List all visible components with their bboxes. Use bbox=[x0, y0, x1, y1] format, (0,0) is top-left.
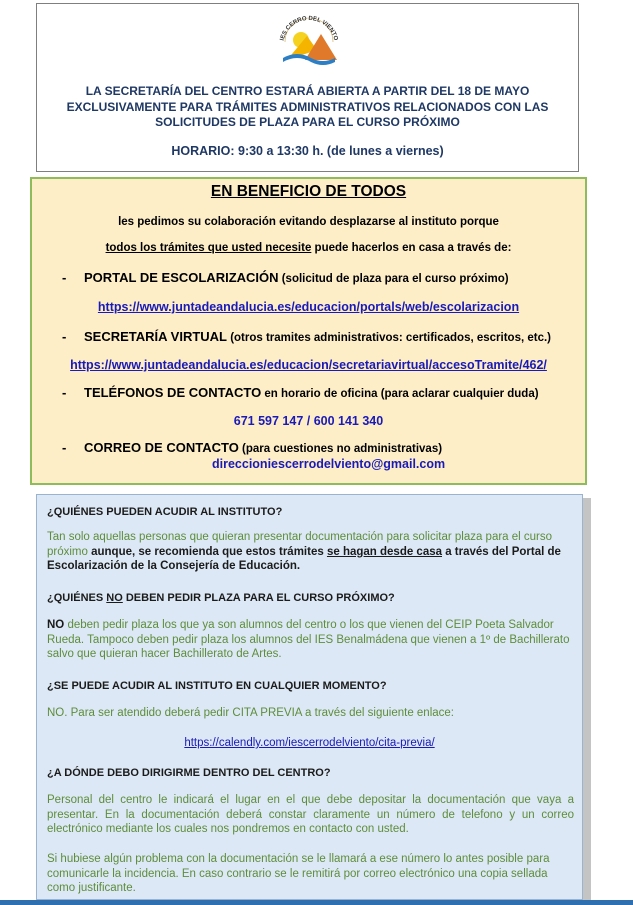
portal-link[interactable]: https://www.juntadeandalucia.es/educacion/portals/web/escolarizacion bbox=[97, 300, 520, 314]
q2-pre: ¿QUIÉNES bbox=[47, 592, 107, 604]
dash-bullet: - bbox=[62, 270, 67, 285]
faq-answer-5: Si hubiese algún problema con la documentación se le llamará a ese número lo antes posible para comunicarle la incidencia. En caso contrario se le remitirá por correo electrónico una copia sellada como justificante. bbox=[47, 853, 550, 894]
portal-label: PORTAL DE ESCOLARIZACIÓN bbox=[84, 270, 279, 285]
answer-2-no: NO bbox=[47, 619, 65, 631]
email-label: CORREO DE CONTACTO bbox=[84, 440, 239, 455]
notice-line: EXCLUSIVAMENTE PARA TRÁMITES ADMINISTRATIVOS RELACIONADOS CON LAS bbox=[66, 99, 549, 114]
benefit-intro-2 bbox=[32, 242, 585, 254]
secretaria-label: SECRETARÍA VIRTUAL bbox=[84, 329, 227, 344]
portal-desc: (solicitud de plaza para el curso próximo) bbox=[278, 273, 509, 285]
email-item bbox=[62, 440, 442, 455]
appointment-link[interactable]: https://calendly.com/iescerrodelviento/cita-previa/ bbox=[184, 737, 435, 749]
answer-2-text: deben pedir plaza los que ya son alumnos del centro o los que vienen del CEIP Poeta Salvador Rueda. Tampoco deben pedir plaza los alumnos del IES Benalmádena que vienen a 1º de Bachillerato salvo que quieran hacer Bachillerato de Artes. bbox=[47, 619, 570, 660]
q2-post: DEBEN PEDIR PLAZA PARA EL CURSO PRÓXIMO? bbox=[122, 592, 395, 604]
portal-item bbox=[62, 270, 509, 285]
phone-numbers[interactable]: 671 597 147 / 600 141 340 bbox=[233, 414, 384, 428]
benefit-intro: les pedimos su colaboración evitando desplazarse al instituto porque bbox=[118, 216, 499, 228]
secretaria-desc: (otros tramites administrativos: certificados, escritos, etc.) bbox=[227, 332, 552, 344]
phones-label: TELÉFONOS DE CONTACTO bbox=[84, 385, 262, 400]
opening-hours: HORARIO: 9:30 a 13:30 h. (de lunes a viernes) bbox=[171, 144, 444, 158]
phones-item bbox=[62, 385, 539, 400]
school-logo bbox=[277, 12, 341, 68]
contact-options-box bbox=[30, 177, 587, 485]
secretaria-link[interactable]: https://www.juntadeandalucia.es/educacion/secretariavirtual/accesoTramite/462/ bbox=[70, 358, 547, 372]
answer-1-text: Tan solo aquellas personas que quieran presentar documentación para solicitar plaza para el curso próximo bbox=[47, 531, 553, 558]
opening-notice bbox=[37, 84, 578, 131]
dash-bullet: - bbox=[62, 329, 67, 344]
notice-line: LA SECRETARÍA DEL CENTRO ESTARÁ ABIERTA A PARTIR DEL 18 DE MAYO bbox=[85, 84, 530, 98]
email-desc: (para cuestiones no administrativas) bbox=[238, 443, 443, 455]
q2-no: NO bbox=[106, 592, 123, 604]
dash-bullet: - bbox=[62, 440, 67, 455]
answer-1-underlined: se hagan desde casa bbox=[326, 545, 443, 558]
faq-question-2 bbox=[47, 591, 574, 606]
svg-text:IES CERRO DEL VIENTO bbox=[280, 16, 339, 42]
faq-box bbox=[36, 494, 583, 900]
contact-email[interactable]: direccioniescerrodelviento@gmail.com bbox=[212, 457, 446, 471]
phones-desc: en horario de oficina (para aclarar cualquier duda) bbox=[261, 388, 539, 400]
faq-answer-1 bbox=[47, 530, 574, 574]
faq-question-3: ¿SE PUEDE ACUDIR AL INSTITUTO EN CUALQUIER MOMENTO? bbox=[47, 680, 387, 692]
bottom-bar bbox=[0, 900, 633, 905]
faq-answer-3: NO. Para ser atendido deberá pedir CITA PREVIA a través del siguiente enlace: bbox=[47, 707, 454, 719]
faq-question-4: ¿A DÓNDE DEBO DIRIGIRME DENTRO DEL CENTRO? bbox=[47, 767, 331, 779]
dash-bullet: - bbox=[62, 385, 67, 400]
underlined-phrase: todos los trámites que usted necesite bbox=[105, 242, 312, 254]
answer-1-portal: a través del Portal de Escolarización de la Consejería de Educación. bbox=[47, 545, 561, 572]
header-notice-box bbox=[36, 3, 579, 172]
answer-1-recommend: aunque, se recomienda que estos trámites bbox=[91, 545, 327, 558]
benefit-title: EN BENEFICIO DE TODOS bbox=[210, 183, 407, 200]
notice-line: SOLICITUDES DE PLAZA PARA EL CURSO PRÓXIMO bbox=[155, 115, 460, 129]
faq-question-1: ¿QUIÉNES PUEDEN ACUDIR AL INSTITUTO? bbox=[47, 506, 283, 518]
faq-answer-2 bbox=[47, 618, 574, 662]
logo-text: IES CERRO DEL VIENTO bbox=[279, 15, 339, 42]
secretaria-item bbox=[62, 329, 551, 344]
intro-rest: puede hacerlos en casa a través de: bbox=[311, 242, 512, 254]
faq-answer-4: Personal del centro le indicará el lugar en el que debe depositar la documentación que vaya a presentar. En la documentación deberá constar claramente un número de telefono y un correo electrónico mediante los cuales nos pondremos en contacto con usted. bbox=[47, 794, 574, 835]
